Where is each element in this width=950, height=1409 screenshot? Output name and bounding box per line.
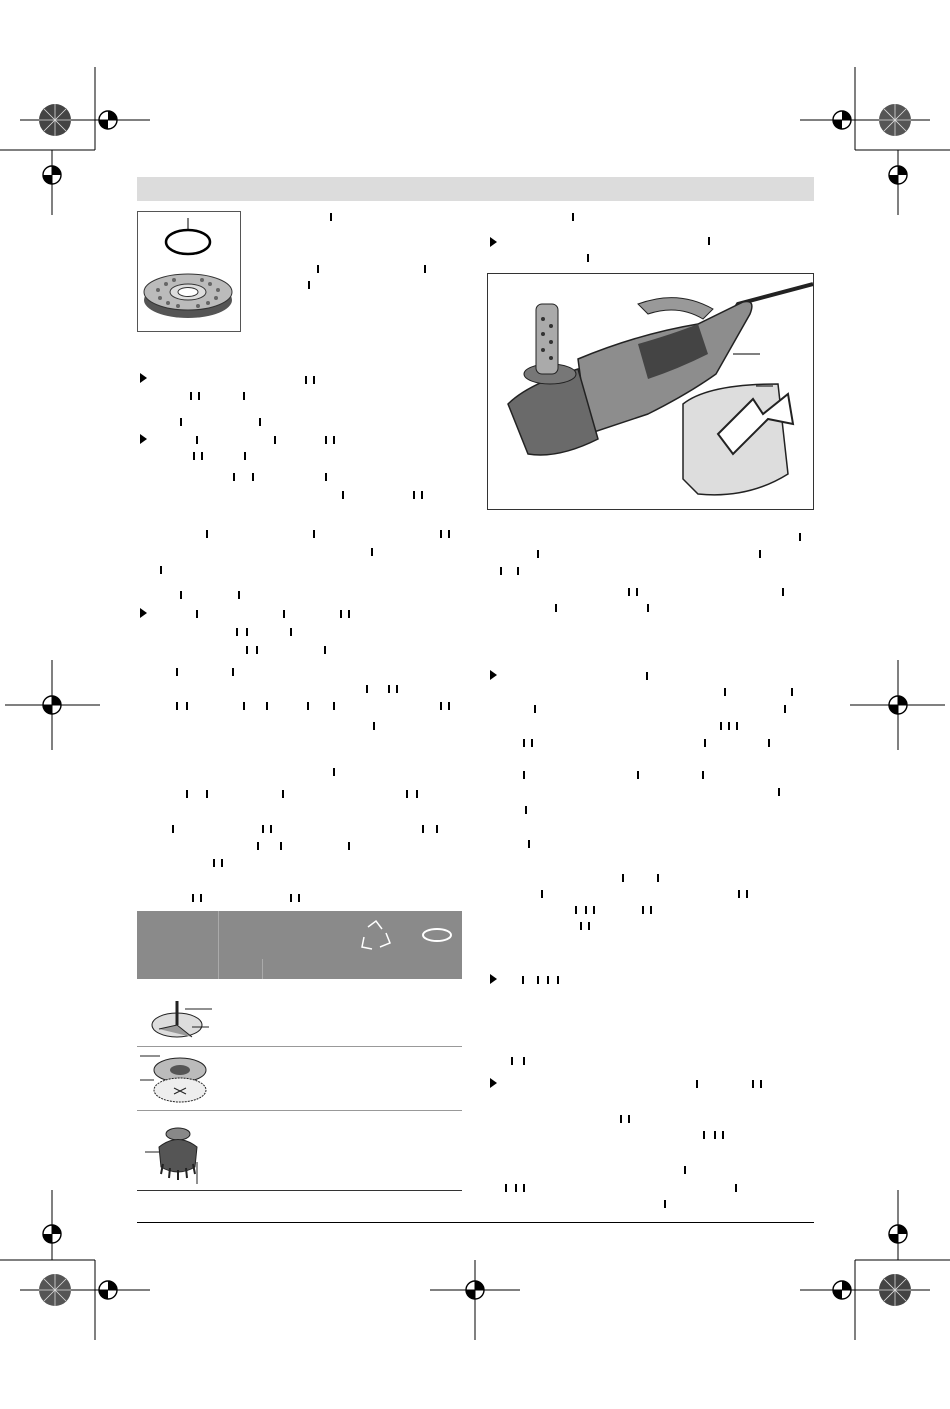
bullet-marker (490, 974, 497, 984)
table-bottom-rule (137, 1190, 462, 1191)
bullet-marker (140, 373, 147, 383)
bullet-marker (140, 608, 147, 618)
angle-grinder-icon (488, 274, 813, 509)
wire-brush-icon (145, 1122, 210, 1187)
bullet-marker (490, 237, 497, 247)
ring-icon (420, 925, 454, 945)
grinder-figure (487, 273, 814, 510)
table-row-divider (137, 1110, 462, 1111)
bullet-marker (490, 670, 497, 680)
table-row-divider (137, 1046, 462, 1047)
cut-disc-icon (147, 997, 217, 1042)
grind-disc-icon (140, 1052, 215, 1107)
bullet-marker (490, 1078, 497, 1088)
flange-figure (137, 211, 241, 332)
recycle-icon (356, 919, 396, 955)
bullet-marker (140, 434, 147, 444)
footer-rule (137, 1222, 814, 1223)
table-header (137, 911, 462, 979)
flange-nut-icon (138, 212, 240, 331)
